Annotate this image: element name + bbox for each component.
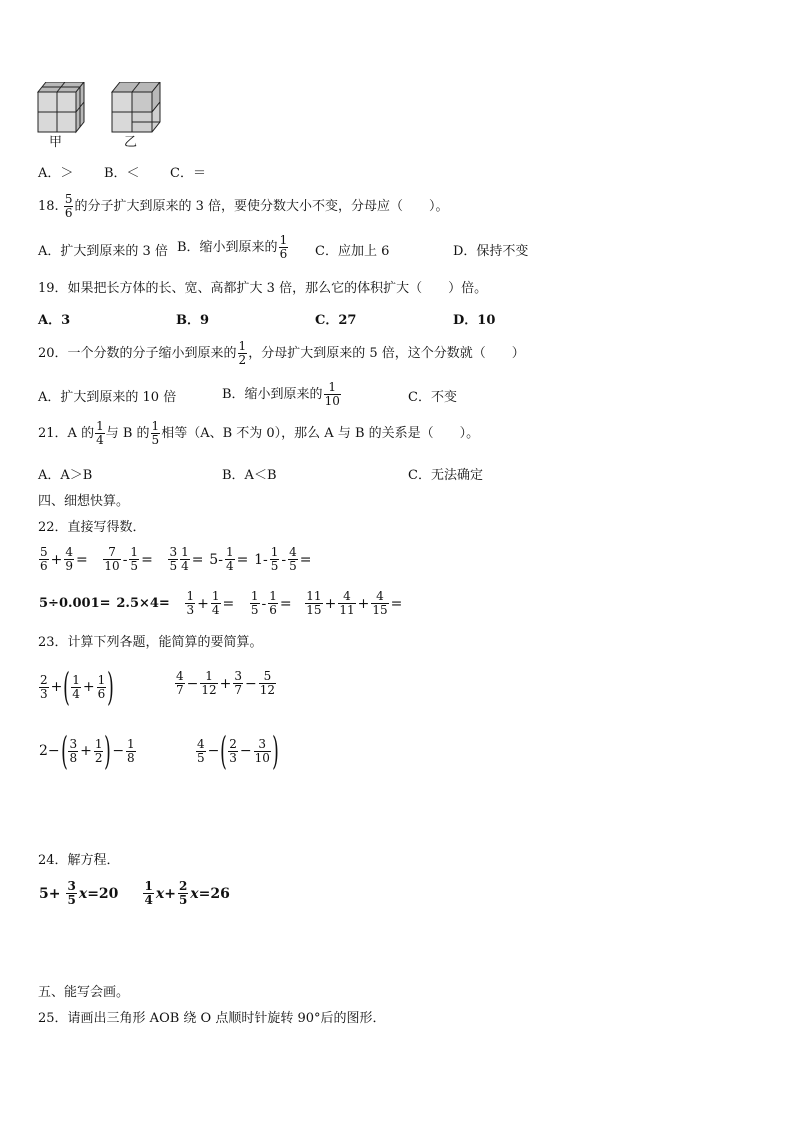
q22-row-1: $\frac{5}{6}$ + $\frac{4}{9}$ = $\frac{7}{10}$ - $\frac{1}{5}$ = $\frac{3}{5}$ $\frac{1}{4}$ = 5- $\frac{1}{4}$ = 1- $\frac{1}{5}$ - $\frac{4}{5}$ = — [40, 545, 312, 573]
q20-option-b: B．缩小到原来的 $\frac{1}{10}$ — [222, 380, 340, 408]
section-5-heading: 五、能写会画。 — [38, 985, 130, 1000]
q23-expression-2: $\frac{4}{7}$ − $\frac{1}{12}$ + $\frac{3}{7}$ − $\frac{5}{12}$ — [176, 669, 276, 697]
q17-option-b: B．＜ — [104, 166, 140, 181]
cube-figure-yi — [110, 82, 166, 134]
q21-fraction-a: $\frac{1}{4}$ — [96, 419, 104, 447]
q20-option-c: C．不变 — [408, 390, 457, 405]
q19-question: 19．如果把长方体的长、宽、高都扩大 3 倍，那么它的体积扩大（ ）倍。 — [38, 281, 488, 296]
q19-option-a: A．3 — [38, 313, 71, 328]
q18-option-d: D．保持不变 — [453, 244, 529, 259]
q18-option-c: C．应加上 6 — [315, 244, 390, 259]
q21-fraction-b: $\frac{1}{5}$ — [151, 419, 160, 447]
q19-option-b: B．9 — [176, 313, 210, 328]
q24-equations: 5+ $\frac{3}{5}$ x=20 $\frac{1}{4}$ x+ $\frac{2}{5}$ x=26 — [39, 879, 230, 907]
q18-option-a: A．扩大到原来的 3 倍 — [38, 244, 168, 259]
q23-expression-4: $\frac{4}{5}$ −( $\frac{2}{3}$ − $\frac{3}{10}$ ) — [197, 729, 279, 773]
q18-option-b-fraction: $\frac{1}{6}$ — [279, 233, 288, 261]
q23-expression-3: 2−( $\frac{3}{8}$ + $\frac{1}{2}$ )− $\frac{1}{8}$ — [39, 729, 135, 773]
q18-option-b: B．缩小到原来的 $\frac{1}{6}$ — [177, 233, 288, 261]
q20-option-b-fraction: $\frac{1}{10}$ — [324, 380, 340, 408]
q21-option-a: A．A＞B — [38, 468, 93, 483]
section-4-heading: 四、细想快算。 — [38, 494, 130, 509]
q21-option-c: C．无法确定 — [408, 468, 483, 483]
q25-question: 25．请画出三角形 AOB 绕 O 点顺时针旋转 90°后的图形． — [38, 1011, 386, 1026]
q17-option-c: C．＝ — [170, 166, 206, 181]
q18-question — [38, 193, 449, 220]
q19-option-d: D．10 — [453, 313, 496, 328]
q21-question: 21．A 的 $\frac{1}{4}$ 与 B 的 $\frac{1}{5}$ 相等（A、B 不为 0），那么 A 与 B 的关系是（ ）。 — [38, 419, 480, 447]
figure-label-yi: 乙 — [124, 135, 138, 150]
q20-fraction: $\frac{1}{2}$ — [238, 339, 247, 367]
q20-option-a: A．扩大到原来的 10 倍 — [38, 390, 177, 405]
q19-option-c: C．27 — [315, 313, 357, 328]
q22-row-2: 5÷0.001= 2.5×4= $\frac{1}{3}$ + $\frac{1}{4}$ = $\frac{1}{5}$ - $\frac{1}{6}$ = $\frac{11}{15}$ + $\frac{4}{11}$ + $\frac{4}{15}$ = — [39, 589, 403, 617]
figure-label-jia: 甲 — [49, 135, 63, 150]
q18-number: 18. — [38, 199, 59, 214]
q22-title: 22．直接写得数． — [38, 520, 146, 535]
q20-question: 20．一个分数的分子缩小到原来的 $\frac{1}{2}$ ，分母扩大到原来的 5 倍，这个分数就（ ） — [38, 339, 525, 367]
q21-option-b: B．A＜B — [222, 468, 277, 483]
q18-fraction: $\frac{5}{6}$ — [64, 192, 73, 220]
cube-figure-jia — [36, 82, 88, 134]
q17-option-a: A．＞ — [38, 166, 74, 181]
q23-title: 23．计算下列各题，能简算的要简算。 — [38, 635, 263, 650]
q23-expression-1: $\frac{2}{3}$ +( $\frac{1}{4}$ + $\frac{1}{6}$ ) — [40, 665, 114, 709]
q18-text: 的分子扩大到原来的 3 倍，要使分数大小不变，分母应（ ）。 — [74, 199, 449, 214]
q24-title: 24．解方程． — [38, 853, 120, 868]
